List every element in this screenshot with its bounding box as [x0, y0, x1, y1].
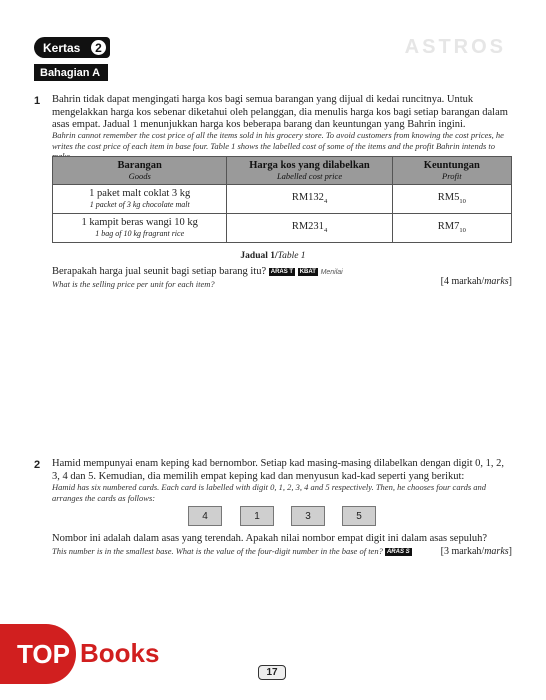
number-cards	[188, 506, 378, 528]
kertas-label: Kertas	[43, 40, 81, 55]
table-header: Keuntungan Profit	[392, 157, 511, 185]
question-2-number: 2	[34, 459, 41, 471]
page-number: 17	[258, 665, 286, 680]
table-header-row	[53, 157, 512, 185]
logo-books-text: Books	[80, 638, 160, 668]
table-caption: Jadual 1/Table 1	[240, 251, 306, 261]
cost-table	[52, 156, 512, 243]
kbat-tag: KBAT	[299, 269, 316, 275]
table-header: Harga kos yang dilabelkan Labelled cost price	[227, 157, 392, 185]
table-cell-goods: 1 paket malt coklat 3 kg 1 packet of 3 kg chocolate malt	[53, 185, 227, 214]
question-1-prompt: Berapakah harga jual seunit bagi setiap barang itu? ARAS T KBAT Menilai	[52, 266, 452, 280]
number-card: 5	[342, 506, 376, 526]
question-2-marks: [3 markah/marks]	[440, 546, 512, 557]
kbat-level: Menilai	[320, 269, 343, 276]
question-1-text-en: Bahrin cannot remember the cost price of all the items sold in his grocery store. To avoid customers from knowing the cost prices, he writes the cost price of each item in base four. Table 1 shows the labelled cost of some of the items and the profit Bahrin intends to	[52, 130, 504, 151]
aras-tag: ARAS T	[270, 269, 294, 275]
aras-tag: ARAS S	[386, 549, 410, 555]
table-cell-goods: 1 kampit beras wangi 10 kg 1 bag of 10 kg fragrant rice	[53, 214, 227, 243]
table-row	[53, 214, 512, 243]
number-card: 3	[291, 506, 325, 526]
question-1-marks: [4 markah/marks]	[440, 276, 512, 287]
table-row	[53, 185, 512, 214]
watermark-text: ASTROS	[404, 36, 506, 58]
question-2-prompt-en: This number is in the smallest base. What is the value of the four-digit number in the base of ten? ARAS S	[52, 546, 410, 556]
kertas-badge	[34, 37, 110, 58]
table-cell-cost: $RM231_4$	[227, 214, 392, 243]
number-card: 4	[188, 506, 222, 526]
section-badge: Bahagian A	[34, 64, 108, 81]
question-2-text-en: Hamid has six numbered cards. Each card is labelled with digit 0, 1, 2, 3, 4 and 5 respectively. Then, he chooses four cards and arranges the cards as follows:	[52, 482, 486, 503]
question-1-number: 1	[34, 95, 41, 107]
table-cell-cost: $RM132_4$	[227, 185, 392, 214]
kertas-number: 2	[90, 39, 107, 56]
question-1-prompt-en: What is the selling price per unit for each item?	[52, 279, 215, 289]
question-1-text: Bahrin tidak dapat mengingati harga kos bagi semua barangan yang dijual di kedai runcitnya. Untuk mengelakkan harga kos sebenar diketahui oleh pelanggan, dia menulis harga kos bagi setiap barangan dalam asas empat. Jadual 1 menunjukkan harga kos beberapa barang dan keuntungan yang Bahrin ingini.	[52, 94, 508, 130]
number-card: 1	[240, 506, 274, 526]
logo-top-text: TOP	[0, 624, 76, 684]
question-2-prompt: Nombor ini adalah dalam asas yang terendah. Apakah nilai nombor empat digit ini dalam asas sepuluh?	[52, 533, 488, 544]
table-cell-profit: $RM7_{10}$	[392, 214, 511, 243]
table-cell-profit: $RM5_{10}$	[392, 185, 511, 214]
table-header: Barangan Goods	[53, 157, 227, 185]
question-2-text: Hamid mempunyai enam keping kad bernombor. Setiap kad masing-masing dilabelkan dengan digit 0, 1, 2, 3, 4 dan 5. Kemudian, dia memilih empat keping kad dan menyusun kad-kad seperti yang berikut:	[52, 458, 504, 482]
